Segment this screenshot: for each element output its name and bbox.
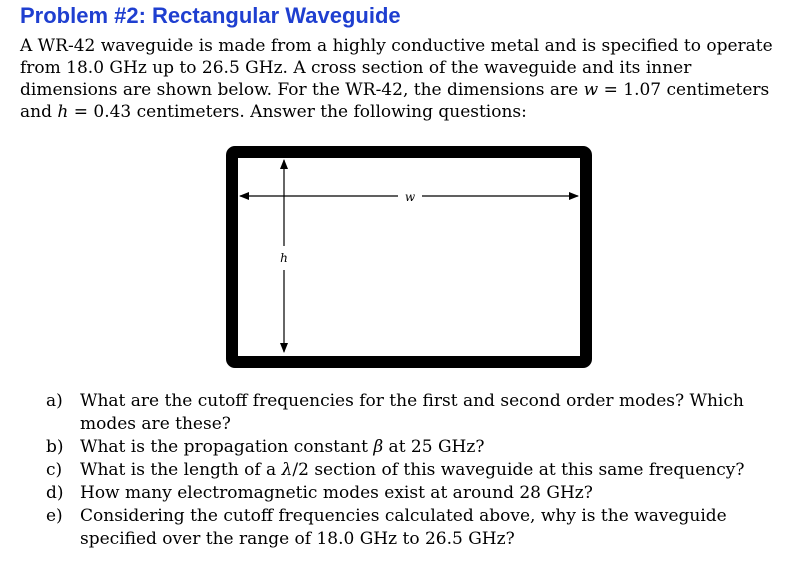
intro-line-3 bbox=[20, 79, 790, 101]
waveguide-cross-section-diagram bbox=[226, 146, 592, 368]
question-letter: a) bbox=[46, 391, 63, 411]
question-c-pre: What is the length of a bbox=[80, 460, 282, 480]
intro-line-1: A WR-42 waveguide is made from a highly conductive metal and is specified to operate bbox=[20, 36, 773, 56]
question-b-line-1 bbox=[80, 436, 786, 459]
question-e-line-1: Considering the cutoff frequencies calculated above, why is the waveguide bbox=[80, 506, 727, 526]
beta-symbol: β bbox=[373, 437, 384, 457]
question-b-post: at 25 GHz? bbox=[383, 437, 485, 457]
intro-line-2: from 18.0 GHz up to 26.5 GHz. A cross section of the waveguide and its inner bbox=[20, 58, 692, 78]
question-c-post: /2 section of this waveguide at this same frequency? bbox=[292, 460, 745, 480]
question-a-line-1: What are the cutoff frequencies for the first and second order modes? Which bbox=[80, 391, 744, 411]
question-d bbox=[46, 482, 786, 505]
h-variable: h bbox=[57, 102, 69, 122]
h-dimension-label: h bbox=[280, 251, 288, 265]
h-value: = 0.43 centimeters. Answer the following questions: bbox=[68, 102, 527, 122]
intro-line-4-start: and bbox=[20, 102, 58, 122]
question-c-line-1 bbox=[80, 459, 786, 482]
question-a bbox=[46, 390, 786, 436]
w-variable: w bbox=[583, 80, 599, 100]
intro-line-3-text: dimensions are shown below. For the WR-42, the dimensions are bbox=[20, 80, 579, 100]
question-letter: d) bbox=[46, 483, 64, 503]
question-e bbox=[46, 505, 786, 551]
w-dimension-label: w bbox=[404, 190, 416, 204]
question-list bbox=[46, 390, 786, 551]
intro-line-4 bbox=[20, 101, 790, 123]
problem-intro bbox=[20, 35, 790, 123]
question-letter: b) bbox=[46, 437, 64, 457]
problem-title: Problem #2: Rectangular Waveguide bbox=[20, 3, 401, 28]
question-letter: e) bbox=[46, 506, 63, 526]
question-d-line-1: How many electromagnetic modes exist at around 28 GHz? bbox=[80, 483, 593, 503]
question-a-line-2: modes are these? bbox=[80, 414, 231, 434]
lambda-symbol: λ bbox=[281, 460, 293, 480]
question-letter: c) bbox=[46, 460, 63, 480]
w-value: = 1.07 centimeters bbox=[598, 80, 770, 100]
question-b-pre: What is the propagation constant bbox=[80, 437, 374, 457]
question-e-line-2: specified over the range of 18.0 GHz to 26.5 GHz? bbox=[80, 529, 515, 549]
question-b bbox=[46, 436, 786, 459]
question-c bbox=[46, 459, 786, 482]
